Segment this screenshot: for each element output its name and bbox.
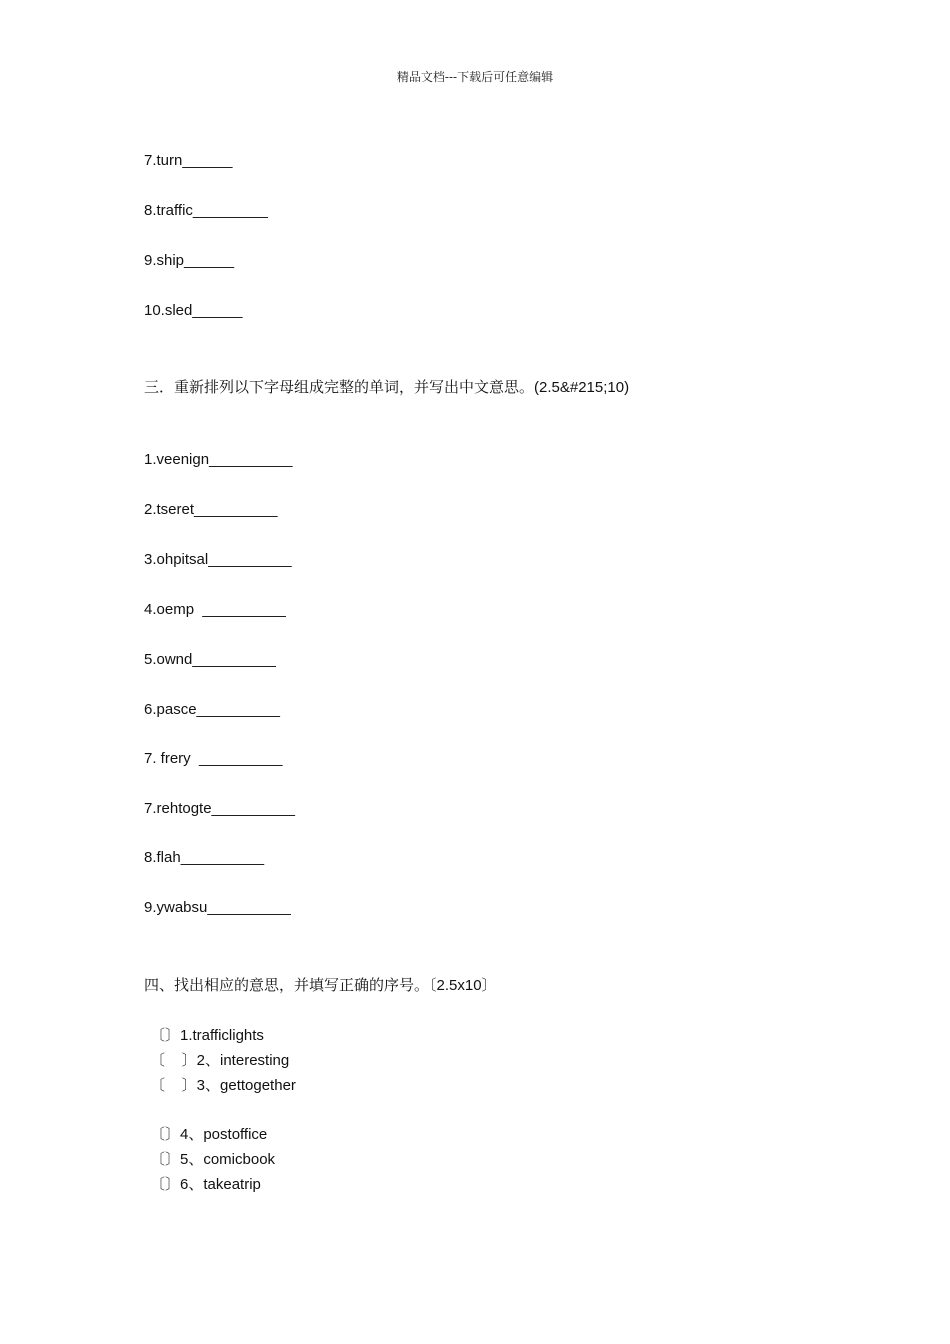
section-3-heading	[144, 376, 629, 397]
list-item: 8.traffic_________	[144, 202, 268, 219]
list-item: 5.ownd__________	[144, 651, 276, 668]
list-item: 6.pasce__________	[144, 701, 280, 718]
list-item: 4.oemp __________	[144, 601, 286, 618]
list-item: 2.tseret__________	[144, 501, 278, 518]
match-item: 〔 〕2、interesting	[150, 1052, 290, 1069]
list-item: 7.turn______	[144, 152, 233, 169]
match-item: 〔〕4、postoffice	[150, 1126, 268, 1143]
match-item: 〔〕1.trafficlights	[150, 1027, 264, 1044]
section-4-title: 四、找出相应的意思，并填写正确的序号。〔	[144, 976, 437, 994]
list-item: 1.veenign__________	[144, 451, 293, 468]
match-item: 〔〕6、takeatrip	[150, 1176, 261, 1193]
list-item: 8.flah__________	[144, 849, 265, 866]
list-item: 9.ship______	[144, 252, 235, 269]
list-item: 7. frery __________	[144, 750, 283, 767]
section-4-score: 2.5x10〕	[436, 977, 497, 994]
list-item: 7.rehtogte__________	[144, 800, 295, 817]
match-item: 〔〕5、comicbook	[150, 1151, 276, 1168]
page-header: 精品文档---下载后可任意编辑	[396, 70, 554, 84]
list-item: 10.sled______	[144, 302, 243, 319]
section-4-heading	[144, 974, 497, 995]
list-item: 3.ohpitsal__________	[144, 551, 292, 568]
list-item: 9.ywabsu__________	[144, 899, 291, 916]
section-3-score: (2.5&#215;10)	[534, 379, 630, 396]
section-3-title: 三．重新排列以下字母组成完整的单词，并写出中文意思。	[144, 378, 535, 396]
match-item: 〔 〕3、gettogether	[150, 1077, 296, 1094]
